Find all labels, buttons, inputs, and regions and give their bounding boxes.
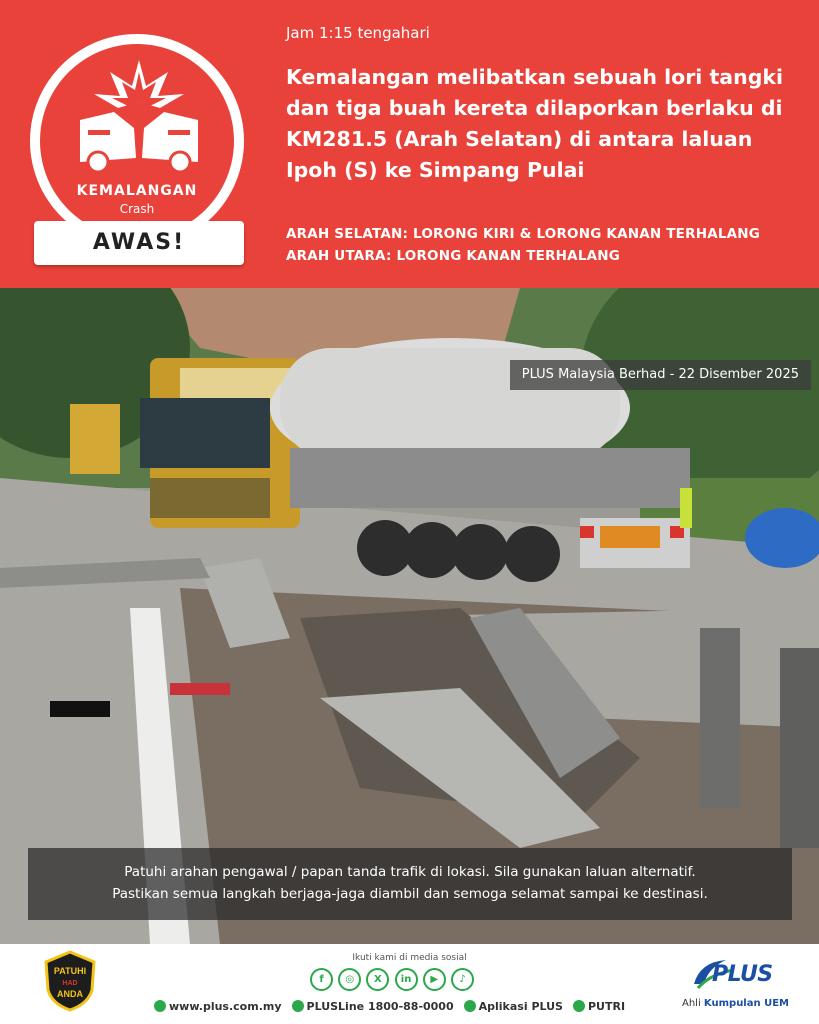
status-south: ARAH SELATAN: LORONG KIRI & LORONG KANAN TERHALANG	[286, 226, 761, 242]
putri-link[interactable]	[573, 998, 625, 1014]
phone-icon	[292, 1000, 304, 1012]
linkedin-icon[interactable]: in	[395, 968, 418, 991]
chat-icon	[573, 1000, 585, 1012]
globe-icon	[154, 1000, 166, 1012]
member-group: Kumpulan UEM	[703, 998, 789, 1009]
instagram-icon[interactable]: ◎	[338, 968, 361, 991]
member-of-uem	[682, 998, 789, 1009]
svg-text:PATUHI: PATUHI	[53, 966, 87, 976]
incident-time: Jam 1:15 tengahari	[286, 24, 430, 42]
alert-label: AWAS!	[34, 221, 244, 265]
tiktok-icon[interactable]: ♪	[451, 968, 474, 991]
status-north: ARAH UTARA: LORONG KANAN TERHALANG	[286, 248, 621, 264]
website-label: www.plus.com.my	[169, 999, 282, 1013]
facebook-icon[interactable]: f	[310, 968, 333, 991]
plus-brand: PLUS	[712, 962, 773, 987]
contact-links	[154, 998, 654, 1014]
website-link[interactable]	[154, 998, 282, 1014]
incident-headline: Kemalangan melibatkan sebuah lori tangki dan tiga buah kereta dilaporkan berlaku di KM281.5 (Arah Selatan) di antara laluan Ipoh (S) ke Simpang Pulai	[286, 65, 784, 182]
badge-title: KEMALANGAN	[76, 183, 198, 199]
social-links	[310, 968, 474, 994]
youtube-icon[interactable]: ▶	[423, 968, 446, 991]
x-icon[interactable]: X	[366, 968, 389, 991]
badge-subtitle: Crash	[119, 202, 155, 216]
app-icon	[464, 1000, 476, 1012]
car-crash-icon	[76, 58, 202, 176]
app-label: Aplikasi PLUS	[478, 999, 563, 1013]
plusline-label: PLUSLine 1800-88-0000	[306, 999, 454, 1013]
svg-text:ANDA: ANDA	[57, 989, 83, 999]
putri-label: PUTRI	[587, 999, 626, 1013]
advice-line-1: Patuhi arahan pengawal / papan tanda trafik di lokasi. Sila gunakan laluan alternatif.	[124, 864, 696, 880]
app-link[interactable]	[464, 998, 563, 1014]
photo-credit: PLUS Malaysia Berhad - 22 Disember 2025	[510, 360, 811, 390]
safety-advice	[28, 848, 792, 920]
plusline-link[interactable]	[292, 998, 454, 1014]
svg-text:HAD: HAD	[62, 980, 78, 987]
follow-us-text: Ikuti kami di media sosial	[352, 953, 467, 963]
advice-line-2: Pastikan semua langkah berjaga-jaga diambil dan semoga selamat sampai ke destinasi.	[112, 886, 708, 902]
member-prefix: Ahli	[682, 998, 704, 1009]
